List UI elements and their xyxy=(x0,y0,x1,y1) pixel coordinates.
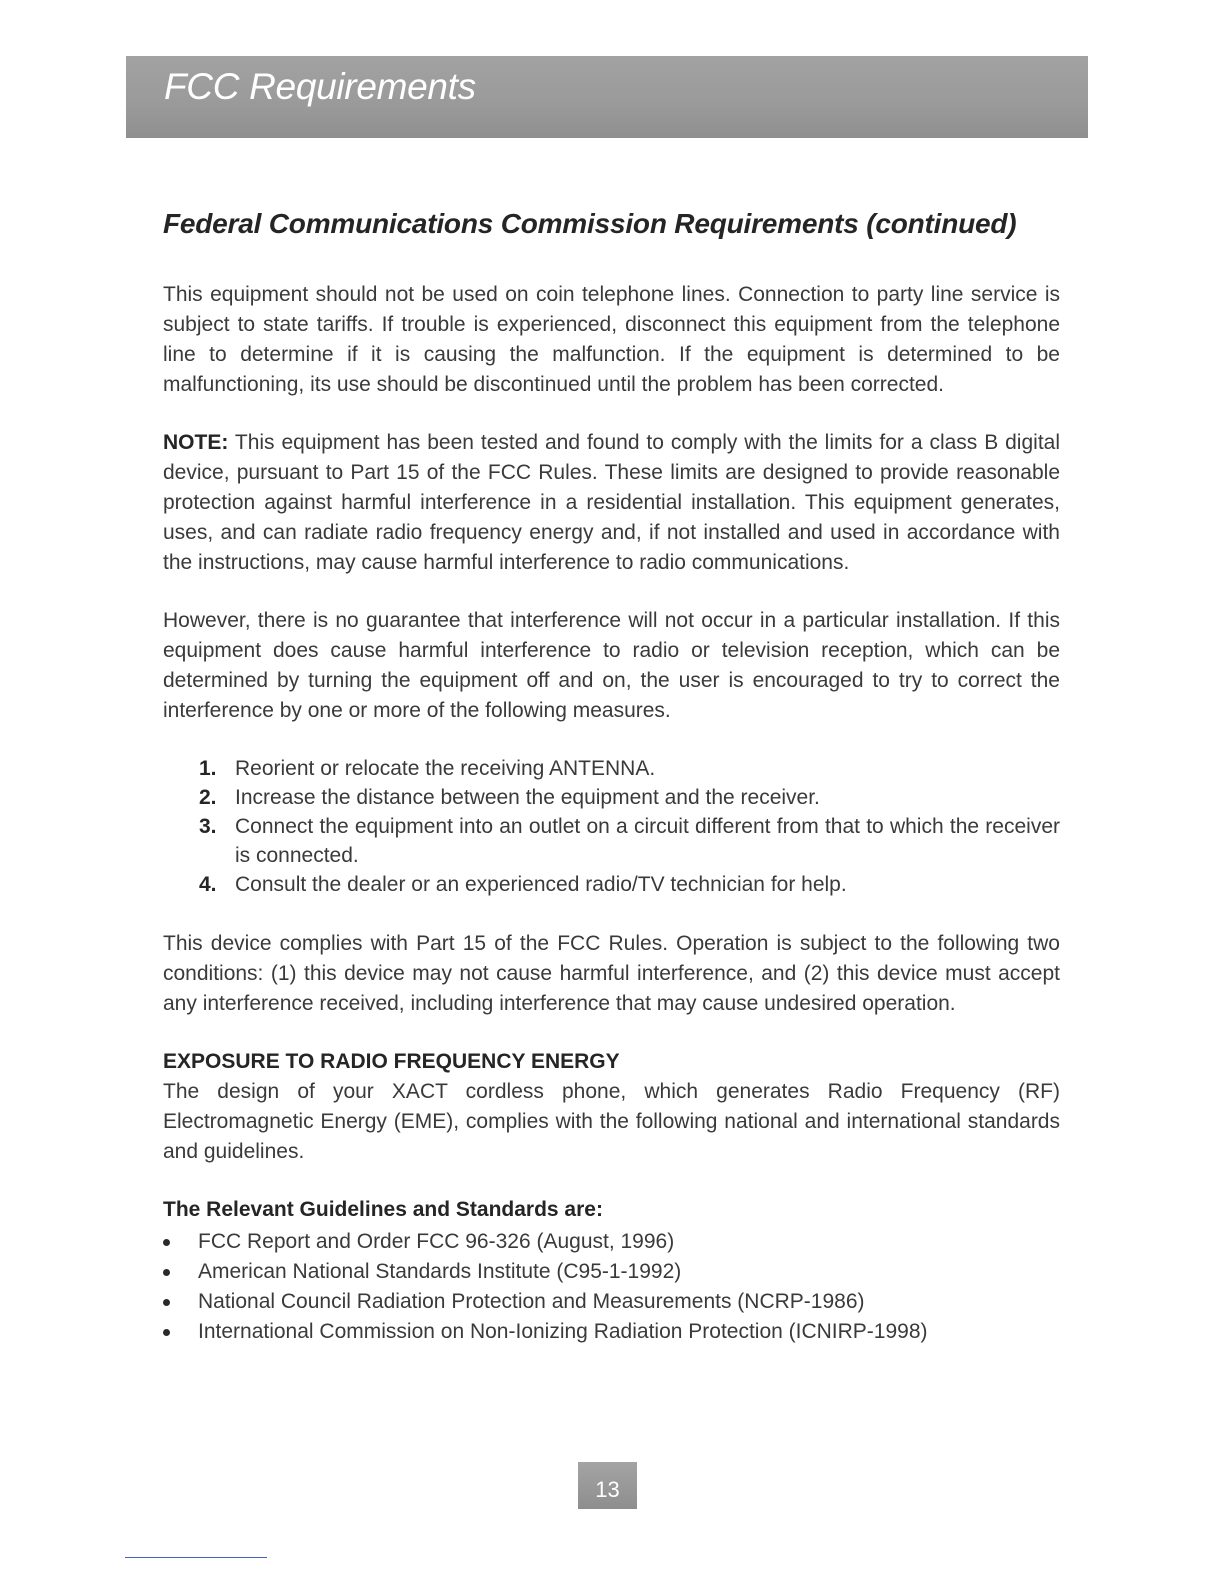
header-title: FCC Requirements xyxy=(164,66,476,107)
list-item-text: National Council Radiation Protection and Measurements (NCRP-1986) xyxy=(198,1290,865,1313)
list-item-number: 4. xyxy=(199,873,217,896)
coin-lines-paragraph: This equipment should not be used on coin telephone lines. Connection to party line service is subject to state tariffs. If trouble is experienced, disconnect this equipment from the telephone line to determine if it is causing the malfunction. If the equipment is determined to be malfunctioning, its use should be discontinued until the problem has been corrected. xyxy=(163,283,1060,396)
list-item xyxy=(199,754,1060,783)
guidelines-heading: The Relevant Guidelines and Standards are: xyxy=(163,1198,603,1221)
list-item-text: Reorient or relocate the receiving ANTENNA. xyxy=(235,757,656,780)
note-text: This equipment has been tested and found to comply with the limits for a class B digital device, pursuant to Part 15 of the FCC Rules. These limits are designed to provide reasonable protection against harmful interference in a residential installation. This equipment generates, uses, and can radiate radio frequency energy and, if not installed and used in accordance with the instructions, may cause harmful interference to radio communications. xyxy=(163,431,1060,574)
list-item-text: American National Standards Institute (C95-1-1992) xyxy=(198,1260,682,1283)
list-item xyxy=(199,870,1060,899)
list-item xyxy=(198,1257,1060,1287)
list-item xyxy=(198,1287,1060,1317)
bullet-icon xyxy=(163,1329,170,1336)
list-item xyxy=(198,1227,1060,1257)
list-item-number: 3. xyxy=(199,815,217,838)
list-item xyxy=(199,812,1060,870)
list-item xyxy=(199,783,1060,812)
list-item xyxy=(198,1317,1060,1347)
note-label: NOTE: xyxy=(163,431,229,454)
bullet-icon xyxy=(163,1239,170,1246)
exposure-heading: EXPOSURE TO RADIO FREQUENCY ENERGY xyxy=(163,1050,620,1073)
exposure-paragraph: The design of your XACT cordless phone, which generates Radio Frequency (RF) Electromagnetic Energy (EME), complies with the following national and international standards and guidelines. xyxy=(163,1080,1060,1163)
header-banner xyxy=(126,56,1088,138)
interference-paragraph: However, there is no guarantee that interference will not occur in a particular installation. If this equipment does cause harmful interference to radio or television reception, which can be determined by turning the equipment off and on, the user is encouraged to try to correct the interference by one or more of the following measures. xyxy=(163,609,1060,722)
list-item-text: International Commission on Non-Ionizing Radiation Protection (ICNIRP-1998) xyxy=(198,1320,928,1343)
list-item-number: 1. xyxy=(199,757,217,780)
measures-list xyxy=(163,754,1060,899)
page-content xyxy=(163,208,1060,1347)
part15-paragraph: This device complies with Part 15 of the FCC Rules. Operation is subject to the following two conditions: (1) this device may not cause harmful interference, and (2) this device must accept any interference received, including interference that may cause undesired operation. xyxy=(163,932,1060,1015)
list-item-text: Increase the distance between the equipment and the receiver. xyxy=(235,786,820,809)
note-paragraph xyxy=(163,428,1060,578)
standards-list xyxy=(163,1227,1060,1347)
bullet-icon xyxy=(163,1269,170,1276)
bullet-icon xyxy=(163,1299,170,1306)
footer-divider xyxy=(125,1557,267,1558)
list-item-text: Consult the dealer or an experienced radio/TV technician for help. xyxy=(235,873,847,896)
page-number: 13 xyxy=(578,1462,637,1509)
list-item-text: FCC Report and Order FCC 96-326 (August, 1996) xyxy=(198,1230,675,1253)
list-item-number: 2. xyxy=(199,786,217,809)
list-item-text: Connect the equipment into an outlet on a circuit different from that to which the receiver is connected. xyxy=(235,815,1060,867)
section-title: Federal Communications Commission Requirements (continued) xyxy=(163,208,1017,239)
